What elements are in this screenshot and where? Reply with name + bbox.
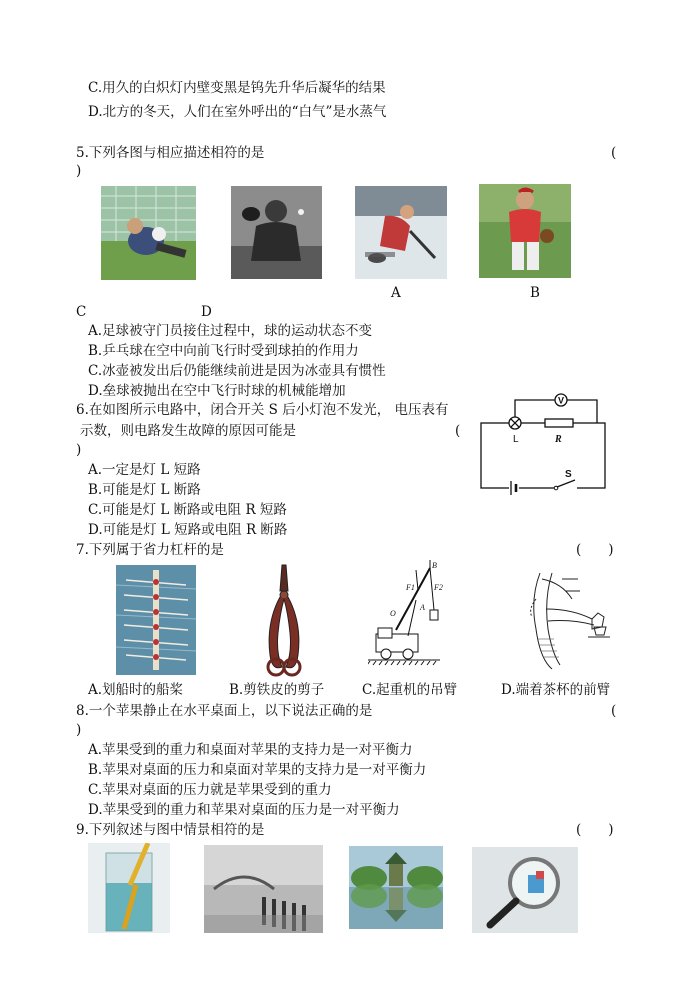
curling-photo (355, 186, 447, 279)
bridge-reflection-photo (204, 845, 323, 933)
q6-option-c: C.可能是灯 L 断路或电阻 R 短路 (88, 502, 287, 518)
pagoda-reflection-photo (349, 846, 443, 929)
resistor-label: R (555, 434, 562, 445)
q5-paren-close: ) (76, 163, 82, 179)
q7-stem: 7.下列属于省力杠杆的是 (76, 542, 224, 558)
crane-label-a: A (420, 603, 425, 612)
q5-paren-open: ( (611, 145, 617, 161)
rowing-photo (116, 565, 196, 675)
q7-option-a: A.划船时的船桨 (88, 682, 184, 698)
q8-option-a: A.苹果受到的重力和桌面对苹果的支持力是一对平衡力 (88, 742, 413, 758)
q6-stem-line1: 6.在如图所示电路中，闭合开关 S 后小灯泡不发光， 电压表有 (76, 402, 449, 418)
q8-option-b: B.苹果对桌面的压力和桌面对苹果的支持力是一对平衡力 (88, 762, 427, 778)
goalkeeper-photo (101, 186, 196, 280)
q5-option-b: B.乒乓球在空中向前飞行时受到球拍的作用力 (88, 343, 359, 359)
q6-option-d: D.可能是灯 L 短路或电阻 R 断路 (88, 522, 288, 538)
q9-paren: ( ) (576, 822, 614, 838)
q7-option-b: B.剪铁皮的剪子 (229, 682, 325, 698)
q8-option-d: D.苹果受到的重力和苹果对桌面的压力是一对平衡力 (88, 802, 400, 818)
circuit-diagram (475, 390, 625, 495)
q6-option-a: A.一定是灯 L 短路 (88, 462, 201, 478)
crane-label-b: B (432, 561, 437, 570)
q5-label-b: B (530, 285, 540, 301)
q6-stem-line2: 示数，则电路发生故障的原因可能是 (80, 423, 296, 439)
q4-option-c: C.用久的白炽灯内壁变黑是钨先升华后凝华的结果 (88, 80, 386, 96)
q5-label-c: C (76, 304, 87, 320)
q7-option-d: D.端着茶杯的前臂 (501, 682, 611, 698)
crane-label-f1: F1 (406, 583, 415, 592)
q9-stem: 9.下列叙述与图中情景相符的是 (76, 822, 265, 838)
q7-option-c: C.起重机的吊臂 (362, 682, 458, 698)
voltmeter-label: V (557, 395, 565, 406)
q5-option-c: C.冰壶被发出后仍能继续前进是因为冰壶具有惯性 (88, 363, 386, 379)
ping-pong-photo (231, 186, 322, 279)
crane-drawing (368, 560, 448, 668)
crane-label-f2: F2 (434, 583, 443, 592)
forearm-drawing (522, 569, 612, 673)
lamp-label: L (513, 434, 519, 445)
scissors-drawing (262, 563, 306, 679)
q6-option-b: B.可能是灯 L 断路 (88, 482, 201, 498)
q5-stem: 5.下列各图与相应描述相符的是 (76, 145, 265, 161)
q5-label-a: A (391, 285, 401, 301)
q5-option-d: D.垒球被抛出在空中飞行时球的机械能增加 (88, 383, 346, 399)
q5-option-a: A.足球被守门员接住过程中，球的运动状态不变 (88, 323, 373, 339)
q8-paren-close: ) (76, 722, 82, 738)
q8-stem: 8.一个苹果静止在水平桌面上，以下说法正确的是 (76, 703, 373, 719)
q5-label-d: D (201, 304, 212, 320)
q7-paren: ( ) (576, 542, 614, 558)
q8-option-c: C.苹果对桌面的压力就是苹果受到的重力 (88, 782, 332, 798)
pencil-in-water-photo (88, 843, 170, 933)
crane-label-o: O (390, 609, 396, 618)
q4-option-d: D.北方的冬天，人们在室外呼出的“白气”是水蒸气 (88, 104, 387, 120)
baseball-photo (479, 184, 571, 278)
switch-label: S (565, 469, 572, 480)
magnifier-photo (472, 847, 578, 933)
q6-paren-close: ) (76, 442, 82, 458)
q6-paren-open: ( (455, 423, 461, 439)
q8-paren-open: ( (611, 703, 617, 719)
